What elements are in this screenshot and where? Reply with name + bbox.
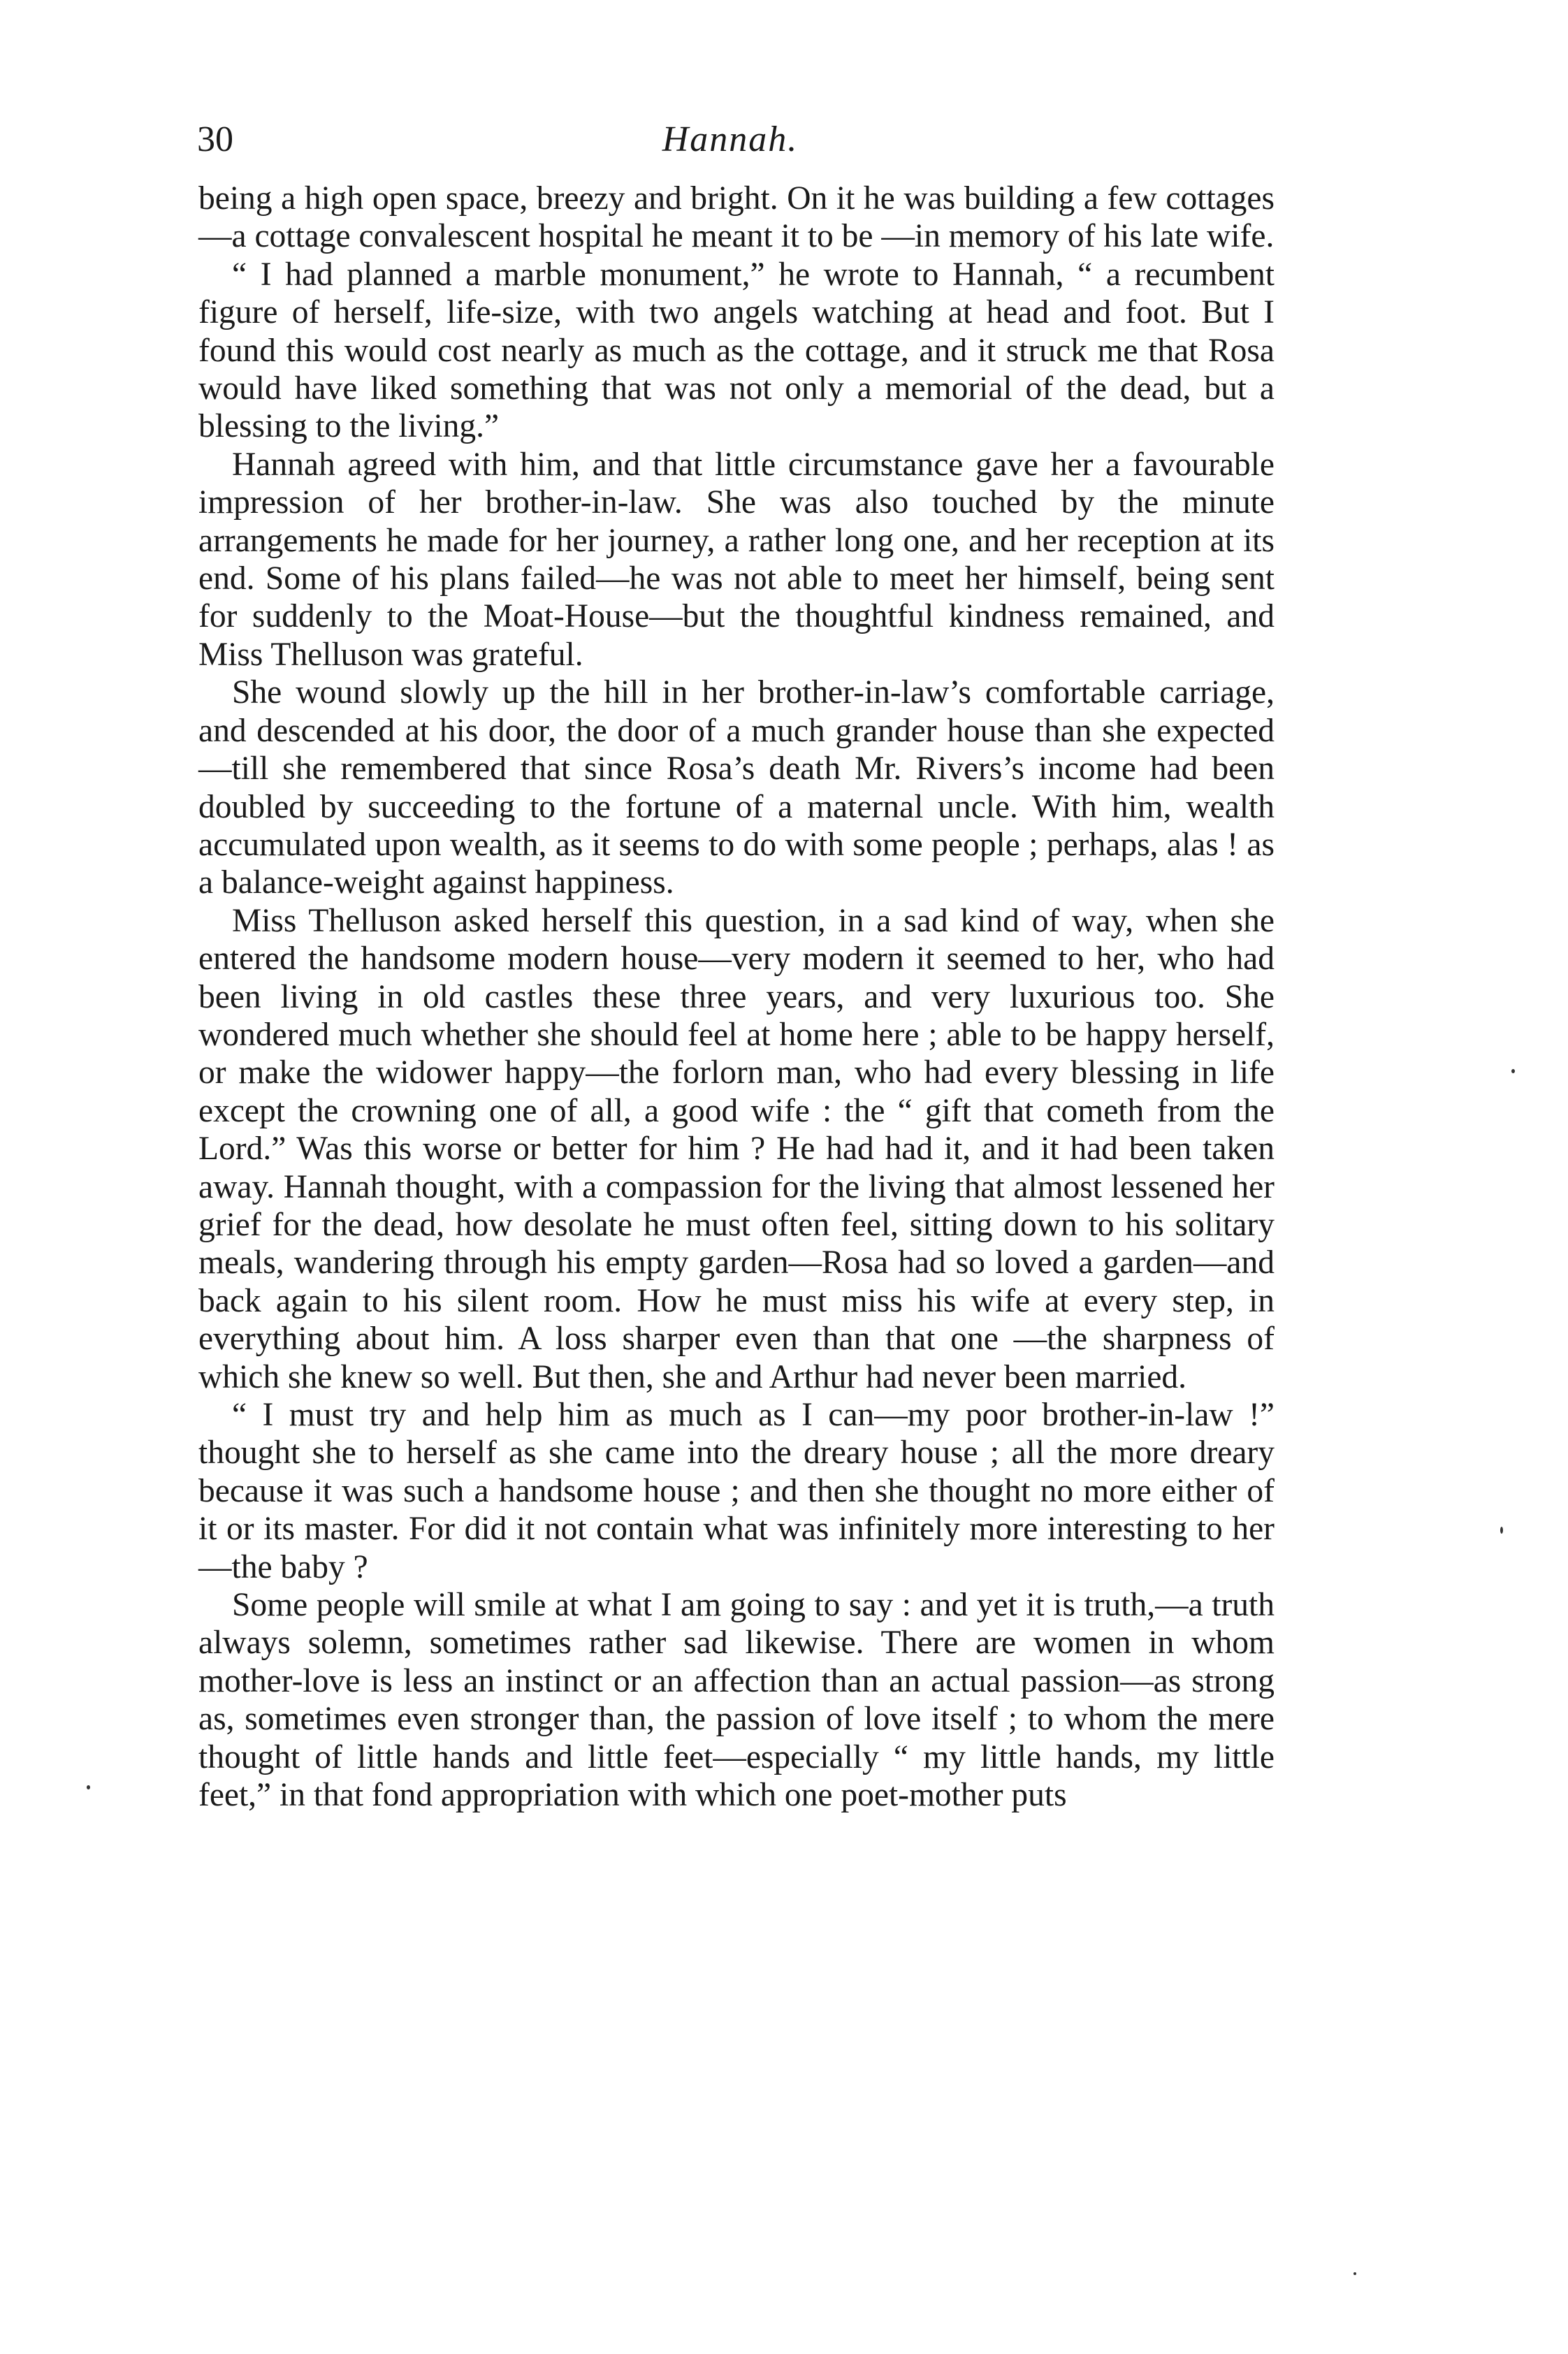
ink-speck <box>1500 1527 1503 1534</box>
paragraph: “ I must try and help him as much as I can—my poor brother-in-law !” thought she to herself as she came into the dreary house ; all the more dreary because it was such a handsome house ; and then she thought no more either of it or its master. For did it not contain what was infinitely more interesting to her—the baby ? <box>198 1397 1275 1585</box>
paragraph: “ I had planned a marble monument,” he wrote to Hannah, “ a recumbent figure of herself, life-size, with two angels watching at head and foot. But I found this would cost nearly as much as the cottage, and it struck me that Rosa would have liked something that was not only a memorial of the dead, but a blessing to the living.” <box>198 256 1275 445</box>
running-title: Hannah. <box>662 119 799 159</box>
paragraph: She wound slowly up the hill in her brother-in-law’s comfortable carriage, and descended at his door, the door of a much grander house than she expected—till she remembered that since Rosa’s death Mr. Rivers’s income had been doubled by succeeding to the fortune of a maternal uncle. With him, wealth accumulated upon wealth, as it seems to do with some people ; perhaps, alas ! as a balance-weight against happiness. <box>198 674 1275 901</box>
page-header <box>189 112 1272 168</box>
ink-speck <box>1353 2272 1356 2275</box>
ink-speck <box>1511 1069 1515 1073</box>
ink-speck <box>87 1785 90 1789</box>
body-text <box>198 180 1275 1814</box>
paragraph: being a high open space, breezy and bright. On it he was building a few cottages—a cottage convalescent hospital he meant it to be —in memory of his late wife. <box>198 180 1275 255</box>
paragraph: Miss Thelluson asked herself this question, in a sad kind of way, when she entered the handsome modern house—very modern it seemed to her, who had been living in old castles these three years, and very luxurious too. She wondered much whether she should feel at home here ; able to be happy herself, or make the widower happy—the forlorn man, who had every blessing in life except the crowning one of all, a good wife : the “ gift that cometh from the Lord.” Was this worse or better for him ? He had had it, and it had been taken away. Hannah thought, with a compassion for the living that almost lessened her grief for the dead, how desolate he must often feel, sitting down to his solitary meals, wandering through his empty garden—Rosa had so loved a garden—and back again to his silent room. How he must miss his wife at every step, in everything about him. A loss sharper even than that one —the sharpness of which she knew so well. But then, she and Arthur had never been married. <box>198 902 1275 1395</box>
page-number: 30 <box>197 119 233 159</box>
paragraph: Some people will smile at what I am going to say : and yet it is truth,—a truth always solemn, sometimes rather sad likewise. There are women in whom mother-love is less an instinct or an affection than an actual passion—as strong as, sometimes even stronger than, the passion of love itself ; to whom the mere thought of little hands and little feet—especially “ my little hands, my little feet,” in that fond appropriation with which one poet-mother puts <box>198 1587 1275 1814</box>
paragraph: Hannah agreed with him, and that little circumstance gave her a favourable impression of her brother-in-law. She was also touched by the minute arrangements he made for her journey, a rather long one, and her reception at its end. Some of his plans failed—he was not able to meet her himself, being sent for suddenly to the Moat-House—but the thoughtful kindness remained, and Miss Thelluson was grateful. <box>198 446 1275 673</box>
